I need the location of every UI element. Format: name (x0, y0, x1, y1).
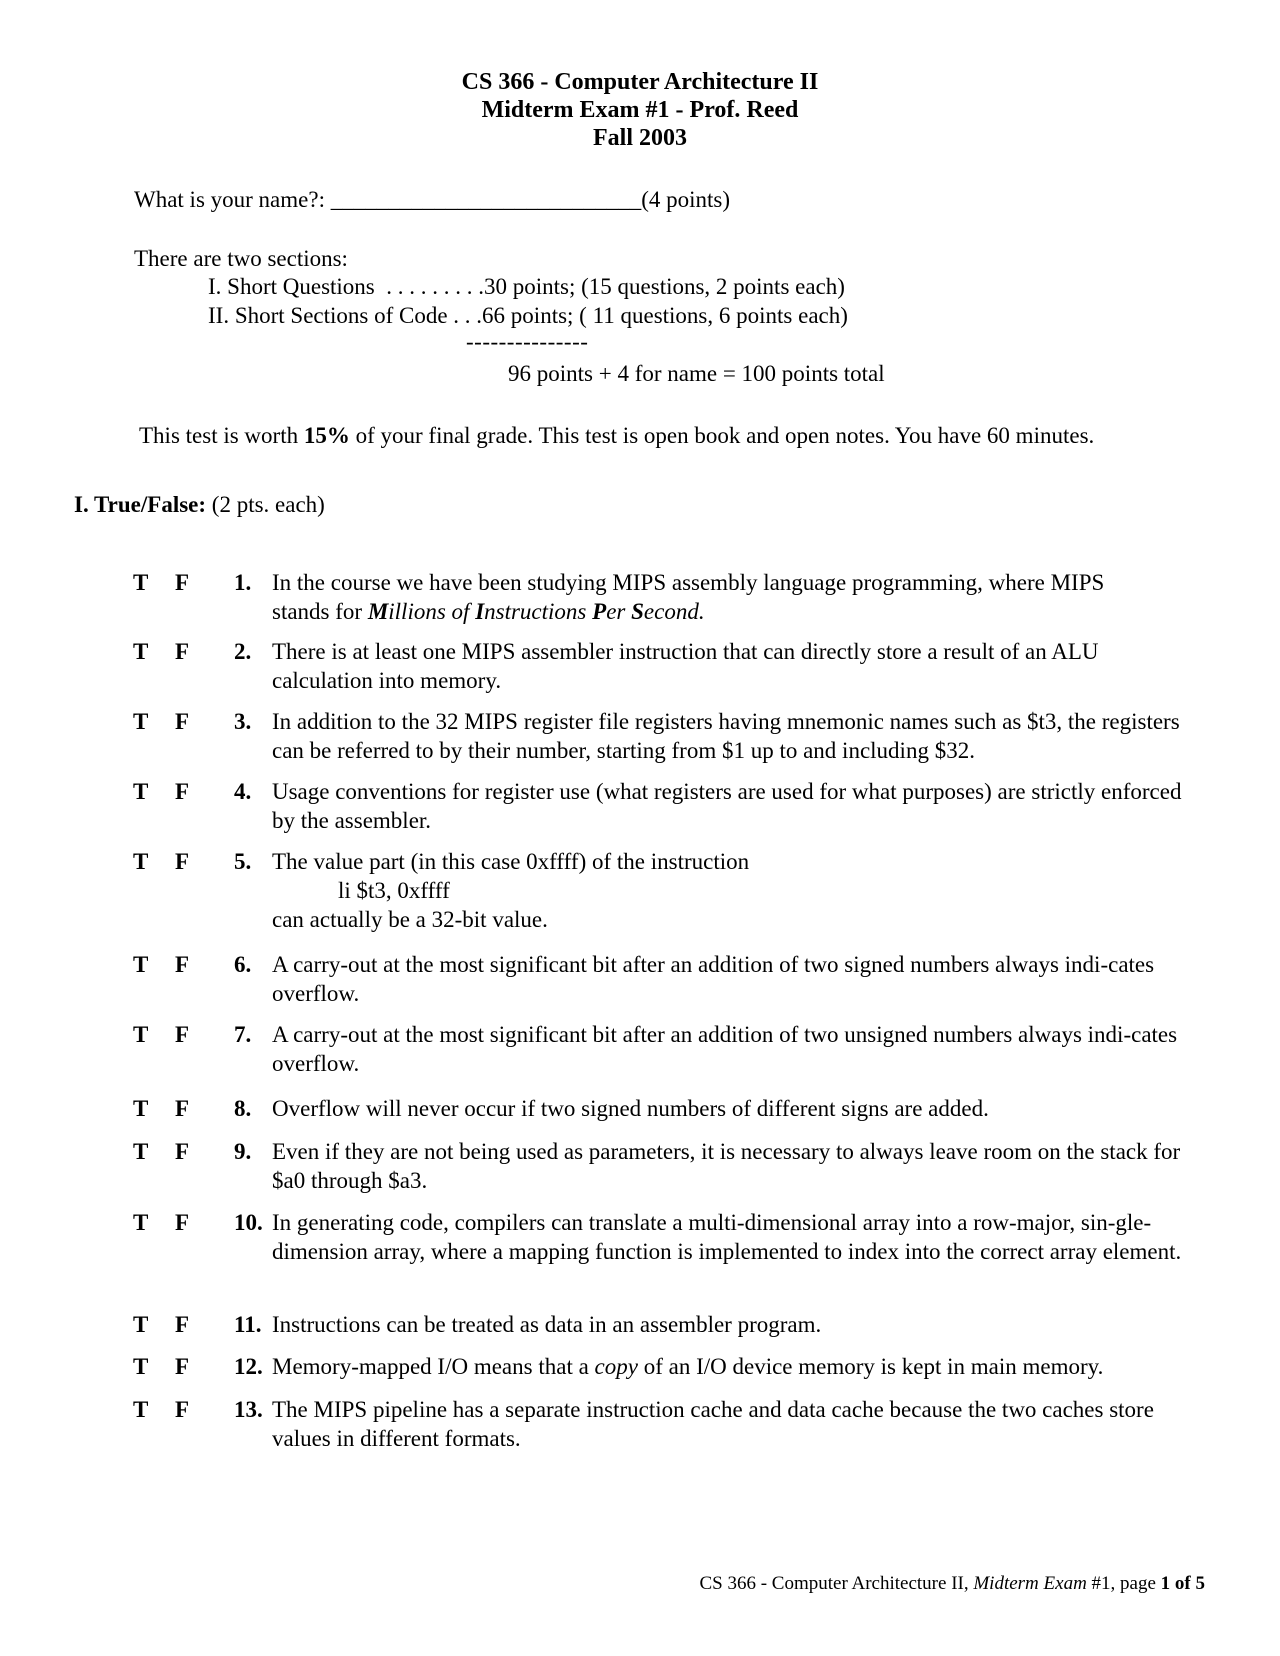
question-number: 1. (234, 570, 252, 595)
question-text: Overflow will never occur if two signed numbers of different signs are added. (272, 1096, 989, 1121)
question-text: There is at least one MIPS assembler instruction that can directly store a result of an ALU calculation into memory. (272, 639, 1099, 693)
question-number: 3. (234, 709, 252, 734)
question-number: 13. (234, 1397, 263, 1422)
question-number: 6. (234, 952, 252, 977)
true-option[interactable]: T (133, 1022, 149, 1047)
worth-post: of your final grade. This test is open book and open notes. You have 60 minutes. (349, 423, 1095, 448)
question-number: 4. (234, 779, 252, 804)
false-option[interactable]: F (175, 779, 190, 804)
section-heading (74, 490, 325, 519)
question-5 (234, 847, 1204, 934)
grade-worth-statement (139, 421, 1094, 450)
true-option[interactable]: T (133, 639, 149, 664)
true-option[interactable]: T (133, 1312, 149, 1337)
sections-intro: There are two sections: (134, 246, 348, 271)
exam-term: Fall 2003 (593, 125, 687, 151)
false-option[interactable]: F (175, 1312, 190, 1337)
question-number: 9. (234, 1139, 252, 1164)
true-option[interactable]: T (133, 1210, 149, 1235)
true-option[interactable]: T (133, 709, 149, 734)
true-option[interactable]: T (133, 1397, 149, 1422)
true-option[interactable]: T (133, 570, 149, 595)
false-option[interactable]: F (175, 1210, 190, 1235)
false-option[interactable]: F (175, 1354, 190, 1379)
question-number: 7. (234, 1022, 252, 1047)
true-option[interactable]: T (133, 1096, 149, 1121)
question-text: In the course we have been studying MIPS assembly language programming, where MIPS (272, 570, 1105, 595)
question-text-line2: stands for Millions of Instructions Per Second. (272, 599, 705, 624)
question-text: In generating code, compilers can translate a multi-dimensional array into a row-major, sin-gle-dimension array, where a mapping function is implemented to index into the correct array element. (272, 1210, 1182, 1264)
page-number: 1 of 5 (1160, 1573, 1205, 1594)
question-number: 12. (234, 1354, 263, 1379)
points-total: 96 points + 4 for name = 100 points total (508, 361, 885, 386)
false-option[interactable]: F (175, 570, 190, 595)
true-option[interactable]: T (133, 779, 149, 804)
question-1 (234, 568, 1204, 626)
question-text: A carry-out at the most significant bit after an addition of two signed numbers always indi-cates overflow. (272, 952, 1155, 1006)
question-2 (234, 637, 1204, 695)
false-option[interactable]: F (175, 849, 190, 874)
question-text: Memory-mapped I/O means that a copy of an I/O device memory is kept in main memory. (272, 1354, 1104, 1379)
false-option[interactable]: F (175, 1139, 190, 1164)
total-divider: --------------- (466, 329, 589, 354)
section-title: I. True/False: (74, 492, 207, 517)
question-text: In addition to the 32 MIPS register file registers having mnemonic names such as $t3, the registers can be referred to by their number, starting from $1 up to and including $32. (272, 709, 1180, 763)
question-9 (234, 1137, 1204, 1195)
false-option[interactable]: F (175, 639, 190, 664)
question-4 (234, 777, 1204, 835)
question-8 (234, 1094, 1204, 1123)
false-option[interactable]: F (175, 952, 190, 977)
question-number: 5. (234, 849, 252, 874)
worth-percent: 15% (303, 423, 350, 448)
false-option[interactable]: F (175, 709, 190, 734)
section-note: (2 pts. each) (206, 492, 325, 517)
question-number: 11. (234, 1312, 262, 1337)
question-text: The value part (in this case 0xffff) of the instruction (272, 849, 750, 874)
page-footer: CS 366 - Computer Architecture II, Midterm Exam #1, page 1 of 5 (699, 1573, 1205, 1594)
question-text: The MIPS pipeline has a separate instruction cache and data cache because the two caches store values in different formats. (272, 1397, 1154, 1451)
exam-title: Midterm Exam #1 - Prof. Reed (481, 97, 799, 123)
true-option[interactable]: T (133, 1354, 149, 1379)
course-title: CS 366 - Computer Architecture II (461, 69, 819, 95)
section-summary-2: II. Short Sections of Code . . .66 points; ( 11 questions, 6 points each) (208, 303, 848, 328)
question-number: 2. (234, 639, 252, 664)
question-7 (234, 1020, 1204, 1078)
exam-header (0, 68, 1280, 152)
question-text: Even if they are not being used as parameters, it is necessary to always leave room on the stack for $a0 through $a3. (272, 1139, 1181, 1193)
question-text: Instructions can be treated as data in an assembler program. (272, 1312, 822, 1337)
question-text-cont: can actually be a 32-bit value. (272, 907, 548, 932)
name-prompt: What is your name?: ___________________________(4 points) (134, 187, 731, 212)
question-13 (234, 1395, 1204, 1453)
false-option[interactable]: F (175, 1096, 190, 1121)
question-11 (234, 1310, 1204, 1339)
worth-pre: This test is worth (139, 423, 304, 448)
question-number: 10. (234, 1210, 263, 1235)
question-6 (234, 950, 1204, 1008)
true-option[interactable]: T (133, 849, 149, 874)
question-text: Usage conventions for register use (what registers are used for what purposes) are strictly enforced by the assembler. (272, 779, 1182, 833)
false-option[interactable]: F (175, 1022, 190, 1047)
section-summary-1: I. Short Questions . . . . . . . . .30 points; (15 questions, 2 points each) (208, 274, 845, 299)
false-option[interactable]: F (175, 1397, 190, 1422)
question-12 (234, 1352, 1204, 1381)
true-option[interactable]: T (133, 1139, 149, 1164)
true-option[interactable]: T (133, 952, 149, 977)
code-snippet: li $t3, 0xffff (338, 878, 450, 903)
question-3 (234, 707, 1204, 765)
question-10 (234, 1208, 1204, 1266)
question-number: 8. (234, 1096, 252, 1121)
question-text: A carry-out at the most significant bit after an addition of two unsigned numbers always indi-cates overflow. (272, 1022, 1178, 1076)
